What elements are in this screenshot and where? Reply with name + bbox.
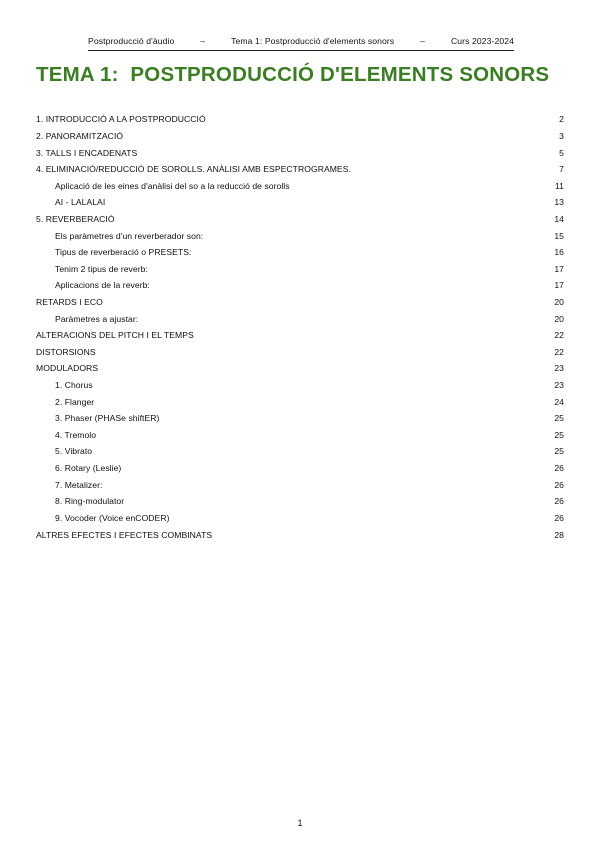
toc-entry[interactable] — [36, 244, 564, 261]
toc-entry-page[interactable]: 13 — [554, 197, 564, 208]
table-of-contents — [36, 111, 564, 543]
toc-entry-page[interactable]: 24 — [554, 396, 564, 407]
toc-entry-page[interactable]: 26 — [554, 463, 564, 474]
toc-entry[interactable] — [36, 377, 564, 394]
toc-entry-page[interactable]: 16 — [554, 247, 564, 258]
toc-entry-label[interactable]: Tipus de reverberació o PRESETS: — [55, 247, 192, 258]
page-title: TEMA 1: POSTPRODUCCIÓ D'ELEMENTS SONORS — [36, 63, 550, 86]
toc-entry[interactable] — [36, 277, 564, 294]
toc-entry-page[interactable]: 7 — [559, 164, 564, 175]
toc-entry-label[interactable]: Paràmetres a ajustar: — [55, 313, 139, 324]
toc-entry[interactable] — [36, 510, 564, 527]
toc-entry[interactable] — [36, 443, 564, 460]
header-separator: – — [420, 36, 426, 46]
toc-entry-label[interactable]: 1. Chorus — [55, 380, 93, 391]
toc-entry[interactable] — [36, 460, 564, 477]
running-header — [88, 36, 514, 46]
toc-entry-page[interactable]: 14 — [554, 213, 564, 224]
toc-entry-page[interactable]: 3 — [559, 130, 564, 141]
toc-entry-label[interactable]: DISTORSIONS — [36, 346, 96, 357]
toc-entry-page[interactable]: 26 — [554, 496, 564, 507]
toc-entry-page[interactable]: 25 — [554, 429, 564, 440]
toc-entry-page[interactable]: 26 — [554, 479, 564, 490]
toc-entry-label[interactable]: 4. Tremolo — [55, 429, 97, 440]
toc-entry-page[interactable]: 28 — [554, 529, 564, 540]
toc-entry-label[interactable]: 3. TALLS I ENCADENATS — [36, 147, 138, 158]
toc-entry[interactable] — [36, 476, 564, 493]
toc-entry-label[interactable]: Aplicacions de la reverb: — [55, 280, 150, 291]
toc-entry-page[interactable]: 25 — [554, 413, 564, 424]
toc-entry[interactable] — [36, 144, 564, 161]
toc-entry[interactable] — [36, 227, 564, 244]
toc-entry-label[interactable]: 3. Phaser (PHASe shiftER) — [55, 413, 160, 424]
toc-entry-page[interactable]: 22 — [554, 346, 564, 357]
toc-entry-label[interactable]: AI - LALALAI — [55, 197, 106, 208]
toc-entry[interactable] — [36, 410, 564, 427]
toc-entry-label[interactable]: ALTRES EFECTES I EFECTES COMBINATS — [36, 529, 213, 540]
toc-entry[interactable] — [36, 111, 564, 128]
toc-entry[interactable] — [36, 211, 564, 228]
toc-entry-page[interactable]: 15 — [554, 230, 564, 241]
toc-entry-label[interactable]: Tenim 2 tipus de reverb: — [55, 263, 148, 274]
toc-entry[interactable] — [36, 194, 564, 211]
toc-entry-label[interactable]: 4. ELIMINACIÓ/REDUCCIÓ DE SOROLLS. ANÀLISI AMB ESPECTROGRAMES. — [36, 164, 351, 175]
header-topic: Tema 1: Postproducció d'elements sonors — [231, 36, 395, 46]
toc-entry[interactable] — [36, 161, 564, 178]
toc-entry-label[interactable]: 8. Ring-modulator — [55, 496, 125, 507]
header-year: Curs 2023-2024 — [450, 36, 514, 46]
toc-entry-page[interactable]: 20 — [554, 313, 564, 324]
page-number: 1 — [297, 818, 303, 828]
toc-entry-page[interactable]: 25 — [554, 446, 564, 457]
toc-entry-label[interactable]: 2. PANORAMITZACIÓ — [36, 130, 124, 141]
toc-entry-label[interactable]: RETARDS I ECO — [36, 297, 103, 307]
toc-entry-label[interactable]: Els paràmetres d'un reverberador son: — [55, 230, 204, 241]
toc-entry[interactable] — [36, 177, 564, 194]
toc-entry-page[interactable]: 5 — [559, 147, 564, 158]
toc-entry-label[interactable]: Aplicació de les eines d'anàlisi del so a la reducció de sorolls — [55, 180, 290, 191]
toc-entry[interactable] — [36, 128, 564, 145]
header-separator: – — [200, 36, 206, 46]
toc-entry[interactable] — [36, 294, 564, 311]
toc-entry-page[interactable]: 23 — [554, 363, 564, 374]
toc-entry-label[interactable]: ALTERACIONS DEL PITCH I EL TEMPS — [36, 330, 194, 341]
toc-entry-page[interactable]: 11 — [554, 180, 564, 191]
toc-entry-page[interactable]: 17 — [554, 263, 564, 274]
toc-entry[interactable] — [36, 493, 564, 510]
toc-entry-label[interactable]: 7. Metalizer: — [55, 479, 103, 490]
toc-entry-page[interactable]: 26 — [554, 512, 564, 523]
toc-entry[interactable] — [36, 310, 564, 327]
toc-entry[interactable] — [36, 526, 564, 543]
toc-entry-label[interactable]: MODULADORS — [36, 363, 99, 374]
toc-entry[interactable] — [36, 344, 564, 361]
toc-entry[interactable] — [36, 327, 564, 344]
toc-entry[interactable] — [36, 427, 564, 444]
toc-entry-page[interactable]: 2 — [559, 114, 564, 125]
toc-entry-page[interactable]: 20 — [554, 297, 564, 307]
toc-entry-page[interactable]: 22 — [554, 330, 564, 341]
header-divider — [88, 50, 514, 51]
toc-entry[interactable] — [36, 393, 564, 410]
toc-entry[interactable] — [36, 260, 564, 277]
toc-entry-page[interactable]: 17 — [554, 280, 564, 291]
toc-entry-label[interactable]: 1. INTRODUCCIÓ A LA POSTPRODUCCIÓ — [36, 114, 206, 125]
toc-entry-label[interactable]: 5. Vibrato — [55, 446, 93, 457]
toc-entry-label[interactable]: 9. Vocoder (Voice enCODER) — [55, 512, 170, 523]
toc-entry-label[interactable]: 6. Rotary (Leslie) — [55, 463, 122, 474]
header-course: Postproducció d'àudio — [88, 36, 175, 46]
toc-entry-label[interactable]: 2. Flanger — [55, 396, 95, 407]
toc-entry-label[interactable]: 5. REVERBERACIÓ — [36, 213, 115, 224]
toc-entry-page[interactable]: 23 — [554, 380, 564, 391]
toc-entry[interactable] — [36, 360, 564, 377]
